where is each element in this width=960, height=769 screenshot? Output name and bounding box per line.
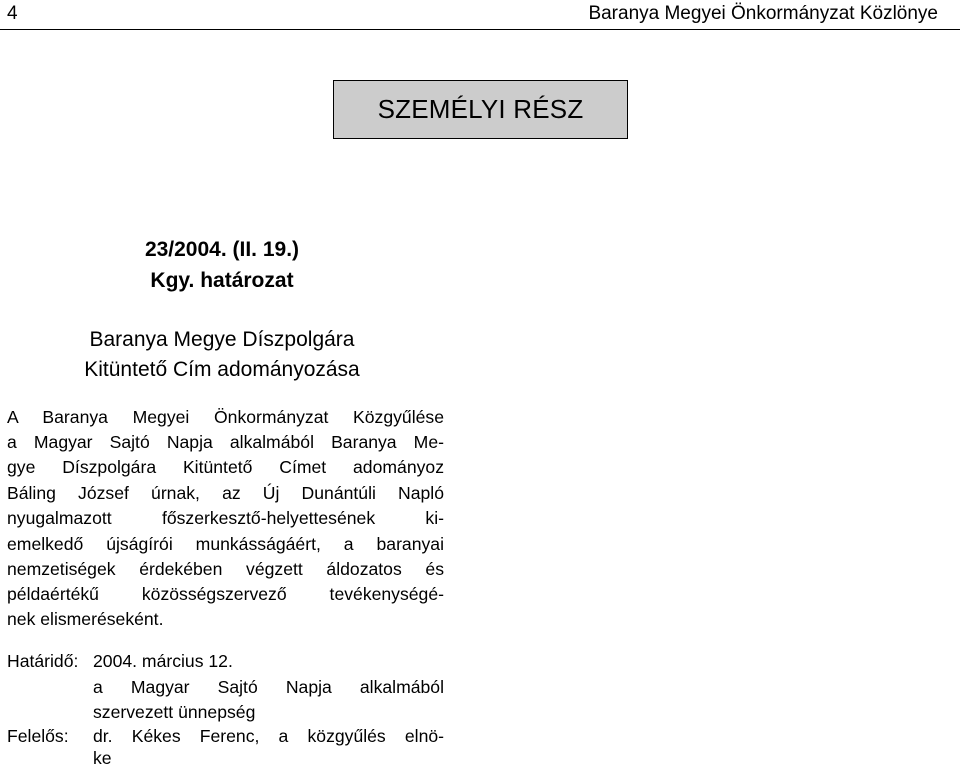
responsible-value: dr. Kékes Ferenc, a közgyűlés elnö- [93,726,444,746]
resolution-subject-line-1: Baranya Megye Díszpolgára [89,328,355,351]
section-title-box [333,80,628,139]
body-line: nyugalmazott főszerkesztő-helyettesének ki- [7,508,444,528]
body-line: Báling József úrnak, az Új Dunántúli Napló [7,483,444,503]
body-line: gye Díszpolgára Kitüntető Címet adományoz [7,457,444,477]
deadline-value: szervezett ünnepség [93,702,256,722]
resolution-subject-line-2: Kitüntető Cím adományozása [84,358,360,381]
journal-title: Baranya Megyei Önkormányzat Közlönye [588,3,938,24]
body-line: nek elismeréseként. [7,609,164,629]
deadline-value: 2004. március 12. [93,651,233,671]
responsible-value: ke [93,748,112,768]
body-line: példaértékű közösségszervező tevékenységé- [7,584,444,604]
resolution-number: 23/2004. (II. 19.) [144,238,300,261]
body-line: A Baranya Megyei Önkormányzat Közgyűlése [7,407,444,427]
deadline-label: Határidő: [7,651,79,671]
header-rule [0,29,960,30]
responsible-label: Felelős: [7,726,69,746]
page-number: 4 [7,3,18,24]
body-line: emelkedő újságírói munkásságáért, a baranyai [7,534,444,554]
deadline-value: a Magyar Sajtó Napja alkalmából [93,677,444,697]
body-line: a Magyar Sajtó Napja alkalmából Baranya Me- [7,432,444,452]
page-header [0,0,960,28]
resolution-type: Kgy. határozat [150,269,294,292]
section-title: SZEMÉLYI RÉSZ [377,94,584,124]
body-line: nemzetiségek érdekében végzett áldozatos és [7,559,444,579]
